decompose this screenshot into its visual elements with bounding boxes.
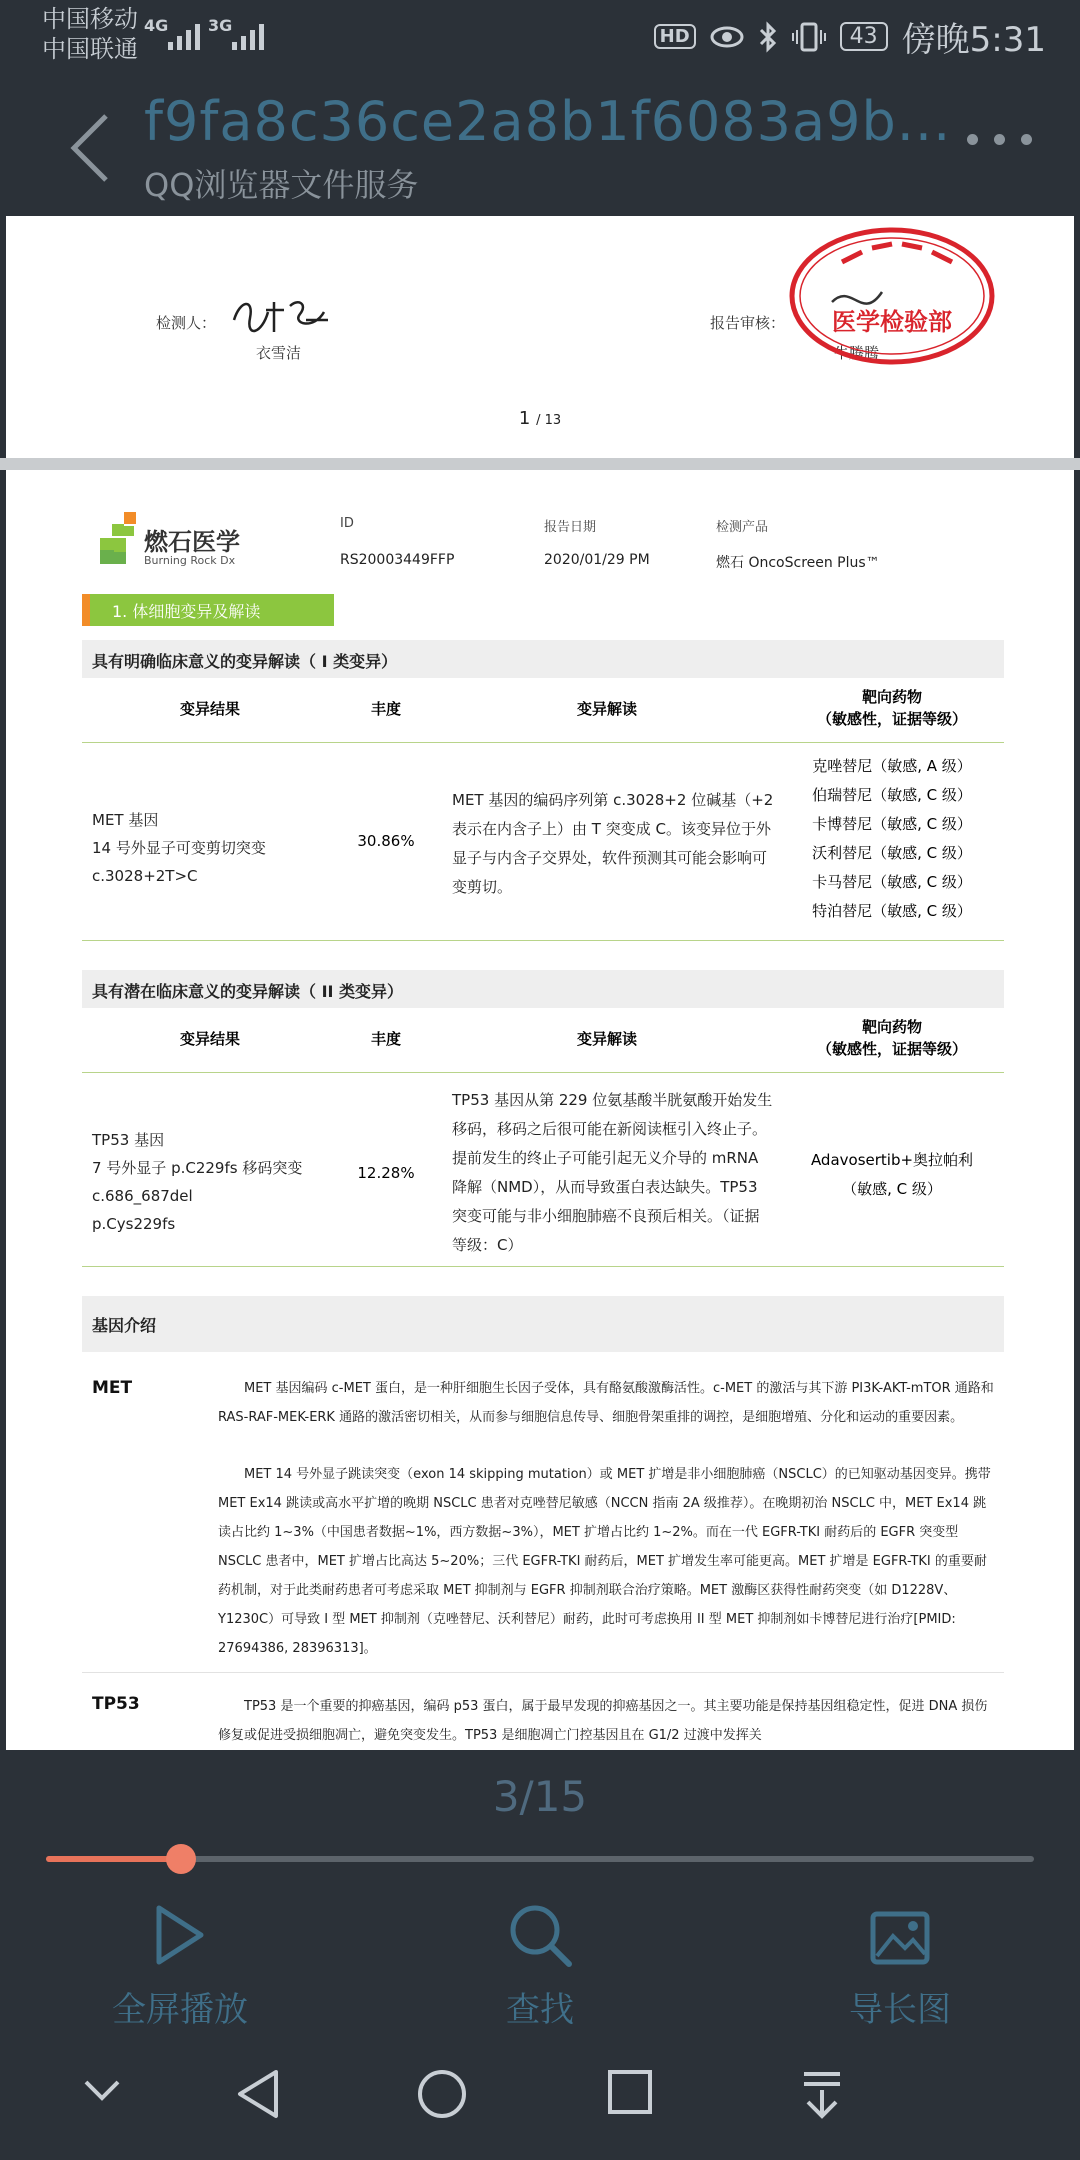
long-image-icon [865, 1900, 935, 1970]
tp53-paragraph: TP53 是一个重要的抑癌基因，编码 p53 蛋白，属于最早发现的抑癌基因之一。其主要功能是保持基因组稳定性，促进 DNA 损伤修复或促进受损细胞凋亡，避免突变发生。TP53 是细胞凋亡门控基因且在 G1/2 过渡中发挥关 [218, 1699, 988, 1743]
clock: 傍晚5:31 [901, 20, 1046, 60]
system-nav-bar [0, 2032, 1080, 2160]
class2-row [82, 1074, 1004, 1264]
carrier-2: 中国联通 [42, 35, 138, 63]
page-indicator: 3/15 [492, 1772, 588, 1821]
product-value: 燃石 OncoScreen Plus™ [716, 555, 880, 571]
id-value: RS20003449FFP [340, 552, 455, 568]
page-separator [0, 458, 1080, 470]
notification-pull-down-icon[interactable] [798, 2068, 846, 2120]
slider-thumb[interactable] [166, 1844, 196, 1874]
met-paragraph-1: MET 基因编码 c-MET 蛋白，是一种肝细胞生长因子受体，具有酪氨酸激酶活性。c-MET 的激活与其下游 PI3K-AKT-mTOR 通路和 RAS-RAF-MEK-ERK 通路的激活密切相关，从而参与细胞信息传导、细胞骨架重排的调控，是细胞增殖、分化和运动的重要因素。 [218, 1381, 994, 1425]
class1-header: 变异结果 丰度 变异解读 靶向药物 （敏感性，证据等级） [179, 688, 967, 728]
slider-fill [46, 1856, 181, 1862]
svg-text:医学检验部: 医学检验部 [832, 308, 952, 336]
carrier-info [42, 4, 138, 64]
met-paragraph-2: MET 14 号外显子跳读突变（exon 14 skipping mutation）或 MET 扩增是非小细胞肺癌（NSCLC）的已知驱动基因变异。携带 MET Ex14 跳读或高水平扩增的晚期 NSCLC 患者对克唑替尼敏感（NCCN 指南 2A 级推荐）。在晚期初治 NSCLC 中，MET Ex14 跳读占比约 1~3%（中国患者数据~1%，西方数据~3%），MET 扩增占比约 1~2%。而在一代 EGFR-TKI 耐药后的 EGFR 突变型 NSCLC 患者中，MET 扩增占比高达 5~20%；三代 EGFR-TKI 耐药后，MET 扩增发生率可能更高。MET 扩增是 EGFR-TKI 的重要耐药机制，对于此类耐药患者可考虑采取 MET 抑制剂与 EGFR 抑制剂联合治疗策略。MET 激酶区获得性耐药突变（如 D1228V、Y1230C）可导致 I 型 MET 抑制剂（克唑替尼、沃利替尼）耐药，此时可考虑换用 II 型 MET 抑制剂如卡博替尼进行治疗[PMID: 27694386, 28396313]。 [218, 1467, 991, 1656]
bottom-toolbar [0, 1900, 1080, 2032]
signal-icon-2 [232, 16, 264, 50]
class1-title-bar: 具有明确临床意义的变异解读（ I 类变异） [82, 640, 1004, 678]
search-icon [505, 1900, 575, 1970]
gene-intro-bar: 基因介绍 [82, 1296, 1004, 1352]
row2-interp: TP53 基因从第 229 位氨基酸半胱氨酸开始发生移码，移码之后很可能在新阅读框引入终止子。提前发生的终止子可能引起无义介导的 mRNA 降解（NMD），从而导致蛋白表达缺失。TP53 突变可能与非小细胞肺癌不良预后相关。（证据等级：C） [452, 1091, 773, 1254]
row2-freq: 12.28% [357, 1164, 415, 1182]
tester-signature [228, 290, 338, 340]
viewer-controls [0, 1752, 1080, 2160]
more-menu-icon[interactable] [967, 134, 1032, 145]
logo-text-en: Burning Rock Dx [144, 554, 236, 567]
page-slider[interactable] [46, 1856, 1034, 1862]
product-label: 检测产品 [716, 520, 769, 535]
burning-rock-logo-icon [98, 512, 144, 564]
fullscreen-play-button[interactable]: 全屏播放 [70, 1900, 290, 2031]
app-header [0, 72, 1080, 212]
network-type-2: 3G [208, 16, 233, 35]
nav-back-icon[interactable] [232, 2068, 284, 2120]
network-type-1: 4G [144, 16, 169, 35]
bluetooth-icon [758, 21, 778, 53]
document-page-1 [6, 216, 1074, 458]
find-button[interactable]: 查找 [430, 1900, 650, 2031]
file-title: f9fa8c36ce2a8b1f6083a9b... [144, 90, 952, 153]
class2-header: 变异结果 丰度 变异解读 靶向药物 （敏感性，证据等级） [179, 1018, 967, 1058]
row1-drugs: 克唑替尼（敏感, A 级） 伯瑞替尼（敏感, C 级） 卡博替尼（敏感, C 级） 沃利替尼（敏感, C 级） 卡马替尼（敏感, C 级） 特泊替尼（敏感, C 级） [812, 757, 972, 920]
tester-name: 衣雪洁 [256, 344, 302, 362]
company-seal [782, 222, 1002, 372]
gene-name-met: MET [92, 1378, 133, 1398]
hd-badge: HD [654, 24, 696, 49]
document-page-2 [6, 470, 1074, 1750]
file-source: QQ浏览器文件服务 [144, 166, 419, 204]
date-value: 2020/01/29 PM [544, 552, 650, 568]
reviewer-label: 报告审核： [710, 314, 786, 332]
row1-result: MET 基因 14 号外显子可变剪切突变 c.3028+2T>C [92, 811, 266, 885]
row2-drugs: Adavosertib+奥拉帕利 （敏感, C 级） [810, 1151, 974, 1198]
row2-result: TP53 基因 7 号外显子 p.C229fs 移码突变 c.686_687del p.Cys229fs [92, 1131, 303, 1233]
nav-recents-icon[interactable] [606, 2068, 654, 2116]
chevron-down-icon[interactable] [80, 2068, 124, 2112]
carrier-1: 中国移动 [42, 5, 138, 33]
vibrate-icon [792, 21, 826, 53]
id-label: ID [340, 516, 354, 531]
eye-icon [710, 25, 744, 49]
row1-interp: MET 基因的编码序列第 c.3028+2 位碱基（+2 表示在内含子上）由 T 突变成 C。该变异位于外显子与内含子交界处，软件预测其可能会影响可变剪切。 [452, 791, 774, 896]
logo-text-cn: 燃石医学 [144, 528, 240, 556]
signal-icon [168, 16, 200, 50]
section-heading: 1. 体细胞变异及解读 [82, 594, 334, 626]
back-arrow-icon[interactable] [62, 110, 122, 186]
class1-row [82, 744, 1004, 940]
play-icon [145, 1900, 215, 1970]
reviewer-name: 牛腾腾 [834, 344, 880, 362]
row1-freq: 30.86% [357, 832, 415, 850]
date-label: 报告日期 [544, 520, 597, 535]
status-bar [0, 0, 1080, 72]
nav-home-icon[interactable] [416, 2068, 468, 2120]
class2-title-bar: 具有潜在临床意义的变异解读（ II 类变异） [82, 970, 1004, 1008]
page-number: 1 / 13 [518, 408, 562, 429]
tester-label: 检测人： [156, 314, 217, 332]
gene-name-tp53: TP53 [92, 1694, 140, 1714]
export-long-image-button[interactable]: 导长图 [790, 1900, 1010, 2031]
battery-icon: 43 [840, 22, 888, 51]
